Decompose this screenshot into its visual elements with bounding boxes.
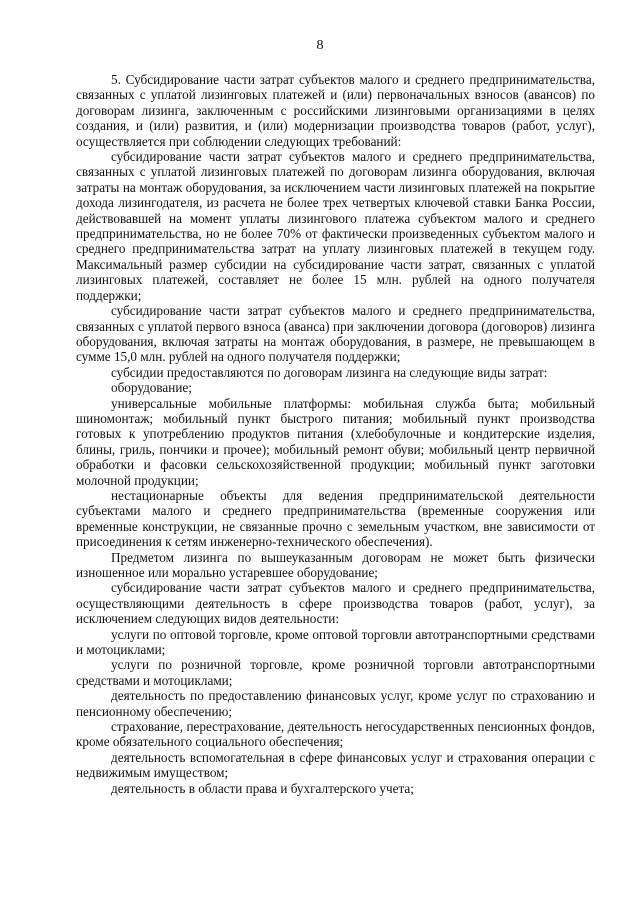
- paragraph-leasing-payments: субсидирование части затрат субъектов малого и среднего предпринимательства, связанных с уплатой лизинговых платежей по договорам лизинга оборудования, включая затраты на монтаж оборудования, за исключением части лизинговых платежей на покрытие дохода лизингодателя, из расчета не более трех четвертых ключевой ставки Банка России, действовавшей на момент уплаты лизингового платежа субъектом малого и среднего предпринимательства, но не более 70% от фактически произведенных субъектом малого и среднего предпринимательства затрат на уплату лизинговых платежей в текущем году. Максимальный размер субсидии на субсидирование части затрат, связанных с уплатой лизинговых платежей, составляет не более 15 млн. рублей на одного получателя поддержки;: [76, 149, 595, 303]
- paragraph-retail: услуги по розничной торговле, кроме розничной торговли автотранспортными средствами и мотоциклами;: [76, 657, 595, 688]
- paragraph-insurance: страхование, перестрахование, деятельность негосударственных пенсионных фондов, кроме обязательного социального обеспечения;: [76, 719, 595, 750]
- paragraph-clause-5: 5. Субсидирование части затрат субъектов малого и среднего предпринимательства, связанных с уплатой лизинговых платежей и (или) первоначальных взносов (авансов) по договорам лизинга, заключенным с российскими лизинговыми организациями в целях создания, и (или) развития, и (или) модернизации производства товаров (работ, услуг), осуществляется при соблюдении следующих требований:: [76, 72, 595, 149]
- paragraph-financial-services: деятельность по предоставлению финансовых услуг, кроме услуг по страхованию и пенсионному обеспечению;: [76, 688, 595, 719]
- paragraph-wholesale: услуги по оптовой торговле, кроме оптовой торговли автотранспортными средствами и мотоциклами;: [76, 626, 595, 658]
- paragraph-leasing-subject: Предметом лизинга по вышеуказанным договорам не может быть физически изношенное или морально устаревшее оборудование;: [76, 549, 595, 580]
- paragraph-equipment: оборудование;: [111, 380, 192, 396]
- paragraph-production-sphere: субсидирование части затрат субъектов малого и среднего предпринимательства, осуществляющими деятельность в сфере производства товаров (работ, услуг), за исключением следующих видов деятельности:: [76, 580, 595, 627]
- paragraph-auxiliary-financial: деятельность вспомогательная в сфере финансовых услуг и страхования операции с недвижимым имуществом;: [76, 749, 595, 781]
- page-number: 8: [316, 38, 324, 53]
- paragraph-law-accounting: деятельность в области права и бухгалтерского учета;: [111, 780, 414, 796]
- paragraph-mobile-platforms: универсальные мобильные платформы: мобильная служба быта; мобильный шиномонтаж; мобильный пункт быстрого питания; мобильный пункт производства готовых к употреблению продуктов питания (хлебобулочные и кондитерские изделия, блины, гриль, пончики и прочее); мобильный ремонт обуви; мобильный центр первичной обработки и фасовки сельскохозяйственной продукции; мобильный пункт заготовки молочной продукции;: [76, 395, 595, 488]
- paragraph-cost-types-intro: субсидии предоставляются по договорам лизинга на следующие виды затрат:: [111, 364, 548, 380]
- paragraph-first-installment: субсидирование части затрат субъектов малого и среднего предпринимательства, связанных с уплатой первого взноса (аванса) при заключении договора (договоров) лизинга оборудования, включая затраты на монтаж оборудования, в размере, не превышающем в сумме 15,0 млн. рублей на одного получателя поддержки;: [76, 303, 595, 365]
- paragraph-nonstationary-objects: нестационарные объекты для ведения предпринимательской деятельности субъектами малого и среднего предпринимательства (временные сооружения или временные конструкции, не связанные прочно с земельным участком, вне зависимости от присоединения к сетям инженерно-технического обеспечения).: [76, 487, 595, 550]
- document-body: [76, 72, 595, 796]
